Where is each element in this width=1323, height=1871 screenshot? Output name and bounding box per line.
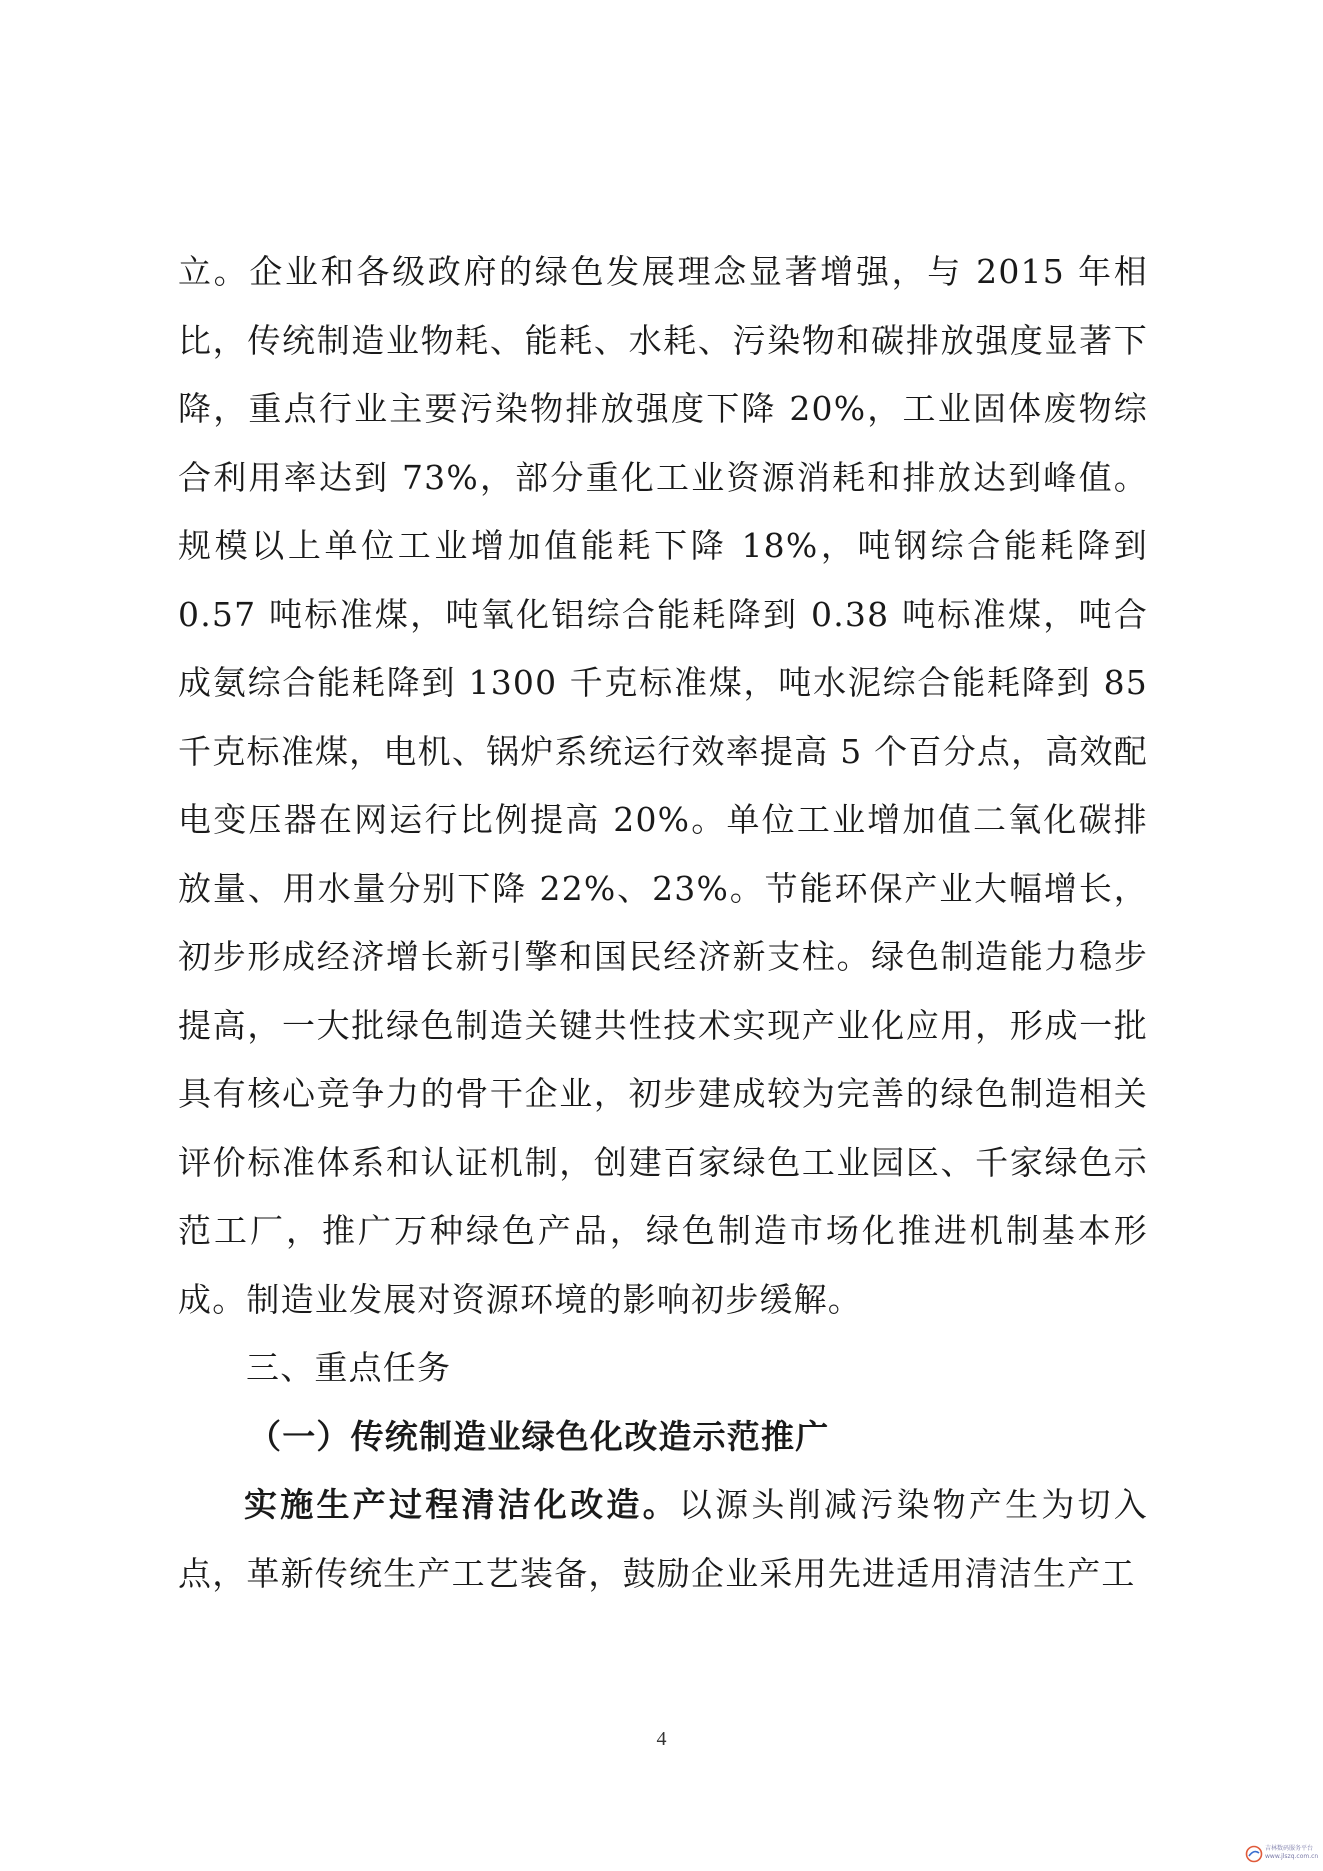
watermark-logo-icon	[1245, 1845, 1263, 1863]
continuation-paragraph: 立。企业和各级政府的绿色发展理念显著增强，与 2015 年相比，传统制造业物耗、能耗、水耗、污染物和碳排放强度显著下降，重点行业主要污染物排放强度下降 20%，工业固体废物综合利用率达到 73%，部分重化工业资源消耗和排放达到峰值。规模以上单位工业增加值能耗下降 18%，吨钢综合能耗降到 0.57 吨标准煤，吨氧化铝综合能耗降到 0.38 吨标准煤，吨合成氨综合能耗降到 1300 千克标准煤，吨水泥综合能耗降到 85 千克标准煤，电机、锅炉系统运行效率提高 5 个百分点，高效配电变压器在网运行比例提高 20%。单位工业增加值二氧化碳排放量、用水量分别下降 22%、23%。节能环保产业大幅增长，初步形成经济增长新引擎和国民经济新支柱。绿色制造能力稳步提高，一大批绿色制造关键共性技术实现产业化应用，形成一批具有核心竞争力的骨干企业，初步建成较为完善的绿色制造相关评价标准体系和认证机制，创建百家绿色工业园区、千家绿色示范工厂，推广万种绿色产品，绿色制造市场化推进机制基本形成。制造业发展对资源环境的影响初步缓解。	[178, 252, 1148, 1319]
watermark	[1245, 1843, 1319, 1865]
document-body	[178, 238, 1148, 1608]
task-lead: 实施生产过程清洁化改造。	[244, 1485, 679, 1524]
watermark-text	[1265, 1845, 1318, 1861]
watermark-line2: www.jlszq.com.cn	[1265, 1853, 1319, 1860]
task-text: 以源头削减污染物产生为切入点，革新传统生产工艺装备，鼓励企业采用先进适用清洁生产工	[178, 1485, 1148, 1593]
subsection-heading: （一）传统制造业绿色化改造示范推广	[248, 1416, 830, 1456]
section-heading: 三、重点任务	[246, 1348, 452, 1387]
watermark-line1: 吉林数码服务平台	[1265, 1845, 1314, 1852]
page-number: 4	[656, 1728, 667, 1750]
task-paragraph	[178, 1471, 1148, 1608]
